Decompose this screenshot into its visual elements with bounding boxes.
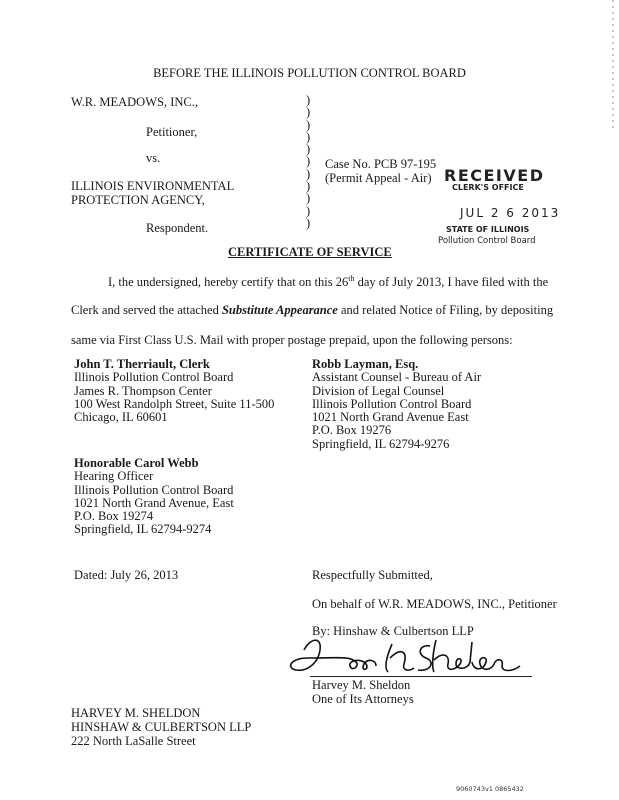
recipient-address-line: Illinois Pollution Control Board: [74, 482, 234, 497]
recipient-address-line: 1021 North Grand Avenue East: [312, 410, 469, 425]
recipient-name: Robb Layman, Esq.: [312, 357, 419, 371]
respondent-line-2: PROTECTION AGENCY,: [71, 193, 205, 207]
on-behalf-line: On behalf of W.R. MEADOWS, INC., Petitioner: [312, 597, 557, 611]
stamp-board: Pollution Control Board: [438, 236, 536, 246]
certificate-heading: CERTIFICATE OF SERVICE: [228, 245, 392, 259]
case-number: Case No. PCB 97-195: [325, 157, 437, 171]
recipient-address-line: 100 West Randolph Street, Suite 11-500: [74, 396, 275, 411]
firm-address: 222 North LaSalle Street: [71, 734, 196, 748]
recipient-name: John T. Therriault, Clerk: [74, 357, 210, 371]
signature-line: [310, 676, 532, 677]
firm-attorney: HARVEY M. SHELDON: [71, 706, 201, 720]
stamp-date: JUL 2 6 2013: [460, 206, 561, 220]
stamp-received: RECEIVED: [444, 166, 545, 185]
recipient-address-line: Division of Legal Counsel: [312, 383, 445, 398]
petitioner-role: Petitioner,: [146, 125, 198, 139]
signer-role: One of Its Attorneys: [312, 692, 414, 706]
recipient-address-line: P.O. Box 19274: [74, 509, 154, 524]
scan-edge-mark: [612, 0, 614, 130]
recipient-address-line: 1021 North Grand Avenue, East: [74, 495, 234, 510]
board-title: BEFORE THE ILLINOIS POLLUTION CONTROL BOARD: [153, 66, 466, 80]
respondent-line-1: ILLINOIS ENVIRONMENTAL: [71, 179, 235, 193]
case-type: (Permit Appeal - Air): [325, 171, 432, 185]
recipient-name: Honorable Carol Webb: [74, 456, 199, 470]
stamp-state: STATE OF ILLINOIS: [446, 225, 530, 234]
certificate-line-2: Clerk and served the attached Substitute Appearance and related Notice of Filing, by depositing: [71, 303, 554, 317]
stamp-clerks-office: CLERK'S OFFICE: [452, 183, 524, 192]
certificate-line-3: same via First Class U.S. Mail with proper postage prepaid, upon the following persons:: [71, 333, 513, 347]
recipient-layman: [312, 358, 481, 451]
respondent-role: Respondent.: [146, 221, 209, 235]
recipient-address-line: Chicago, IL 60601: [74, 410, 168, 425]
recipient-address-line: Hearing Officer: [74, 469, 154, 484]
recipient-webb: [74, 457, 234, 537]
recipient-address-line: Springfield, IL 62794-9276: [312, 436, 450, 451]
by-firm-line: By: Hinshaw & Culbertson LLP: [312, 624, 474, 638]
recipient-address-line: James R. Thompson Center: [74, 383, 212, 398]
respectfully-submitted: Respectfully Submitted,: [312, 568, 433, 582]
petitioner-name: W.R. MEADOWS, INC.,: [71, 95, 198, 109]
caption-parentheses: ) ) ) ) ) ) ) ) ) ) ): [306, 93, 311, 230]
certificate-line-1: I, the undersigned, hereby certify that on this 26th day of July 2013, I have filed with the: [108, 274, 549, 290]
recipient-address-line: Springfield, IL 62794-9274: [74, 522, 212, 537]
recipient-address-line: Illinois Pollution Control Board: [74, 370, 234, 385]
recipient-address-line: Illinois Pollution Control Board: [312, 396, 472, 411]
versus-label: vs.: [146, 151, 161, 165]
recipient-address-line: P.O. Box 19276: [312, 423, 392, 438]
recipient-address-line: Assistant Counsel - Bureau of Air: [312, 370, 482, 385]
recipient-clerk: [74, 358, 274, 424]
dated-line: Dated: July 26, 2013: [74, 568, 179, 582]
signer-name: Harvey M. Sheldon: [312, 678, 411, 692]
firm-name: HINSHAW & CULBERTSON LLP: [71, 720, 252, 734]
document-id-code: 9060743v1 0865432: [456, 785, 524, 793]
